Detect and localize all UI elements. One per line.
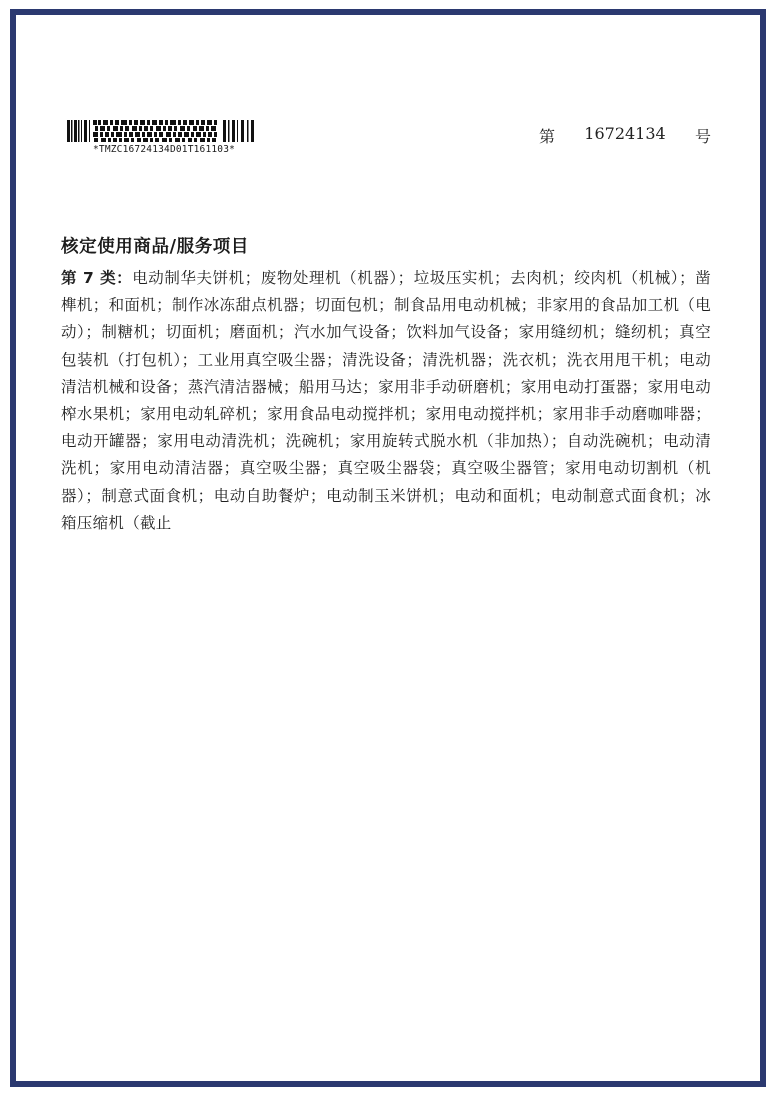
registration-suffix: 号	[694, 127, 711, 146]
barcode-graphic	[67, 120, 257, 142]
goods-list-paragraph	[61, 265, 711, 537]
goods-list-text: 电动制华夫饼机；废物处理机（机器）；垃圾压实机；去肉机；绞肉机（机械）；凿榫机；和面机；制作冰冻甜点机器；切面包机；制食品用电动机械；非家用的食品加工机（电动）；制糖机；切面机；磨面机；汽水加气设备；饮料加气设备；家用缝纫机；缝纫机；真空包装机（打包机）；工业用真空吸尘器；清洗设备；清洗机器；洗衣机；洗衣用甩干机；电动清洁机械和设备；蒸汽清洁器械；船用马达；家用非手动研磨机；家用电动打蛋器；家用电动榨水果机；家用电动轧碎机；家用食品电动搅拌机；家用电动搅拌机；家用非手动磨咖啡器；电动开罐器；家用电动清洗机；洗碗机；家用旋转式脱水机（非加热）；自动洗碗机；电动清洗机；家用电动清洁器；真空吸尘器；真空吸尘器袋；真空吸尘器管；家用电动切割机（机器）；制意式面食机；电动自助餐炉；电动制玉米饼机；电动和面机；电动制意式面食机；冰箱压缩机（截止	[61, 269, 711, 532]
registration-prefix: 第	[539, 127, 556, 146]
page-title: 核定使用商品/服务项目	[61, 237, 249, 257]
registration-number-value: 16724134	[584, 124, 666, 143]
page-border-frame	[10, 9, 766, 1087]
class-label: 第 7 类：	[61, 269, 133, 287]
barcode-block	[67, 120, 259, 155]
barcode-text: *TMZC16724134D01T161103*	[93, 144, 236, 155]
registration-number	[539, 124, 711, 147]
